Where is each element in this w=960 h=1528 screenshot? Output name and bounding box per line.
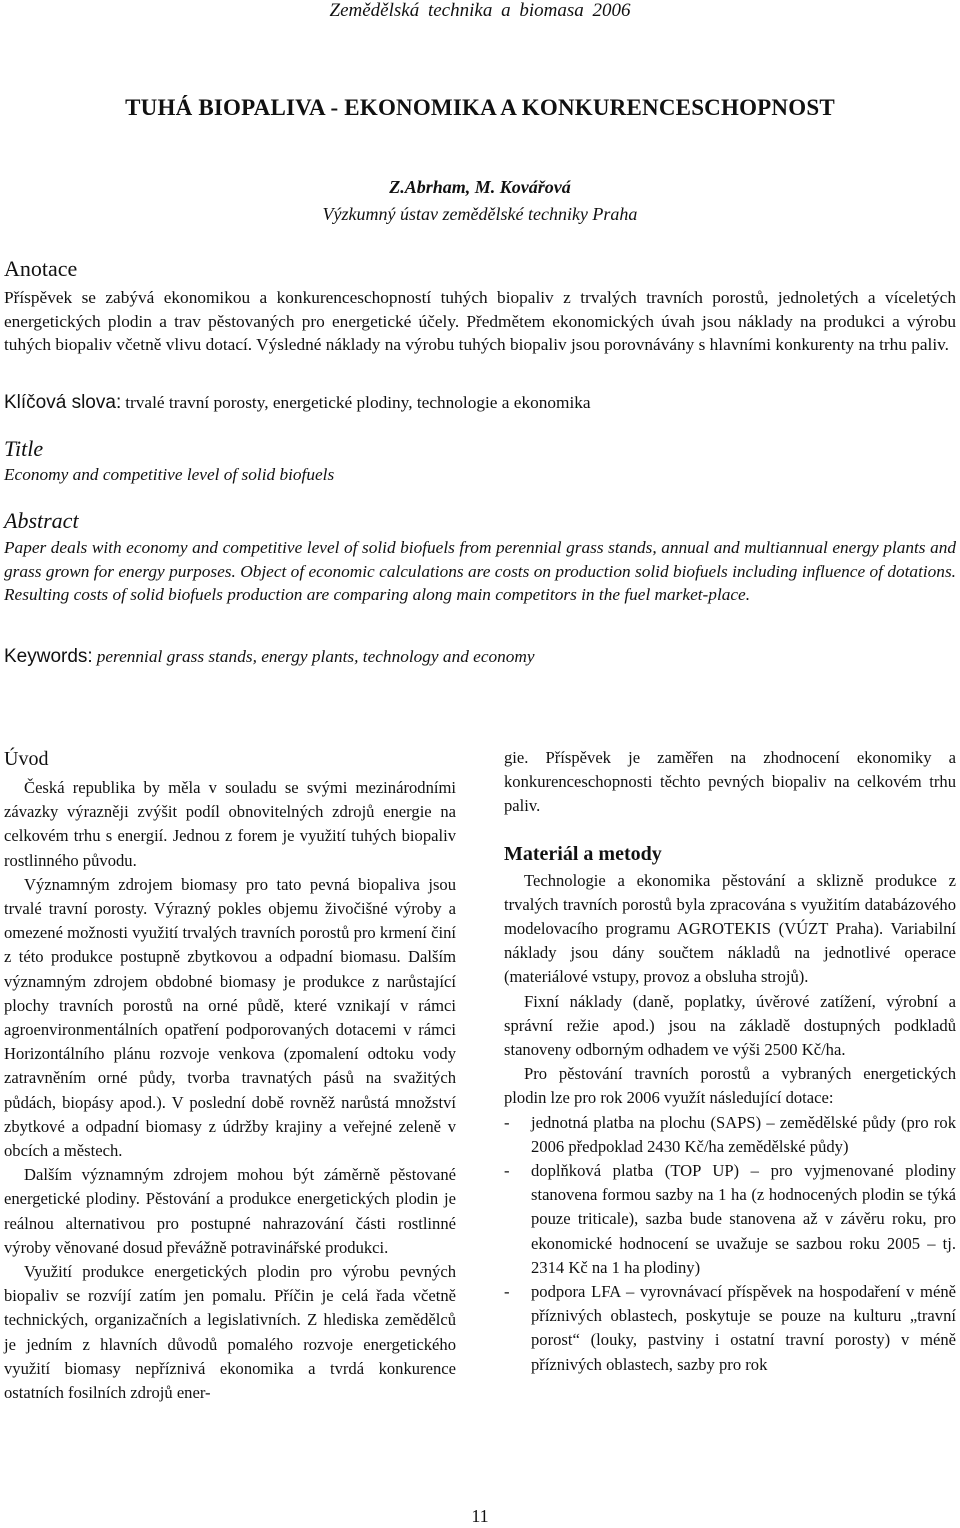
list-dash: - (504, 1112, 510, 1132)
anotace-section (4, 256, 956, 357)
subsidy-list-item (504, 1111, 956, 1159)
list-item-text: jednotná platba na plochu (SAPS) – zemědělské půdy (pro rok 2006 předpoklad 2430 Kč/ha zemědělské půdy) (531, 1112, 956, 1156)
subsidy-list-item (504, 1280, 956, 1377)
list-item-text: podpora LFA – vyrovnávací příspěvek na hospodaření v méně příznivých oblastech, poskytuje se pouze na kulturu „travní porost“ (louky, pastviny i ostatní travní porosty) v méně příznivých oblastech, sazby pro rok (531, 1282, 956, 1374)
affiliation: Výzkumný ústav zemědělské techniky Praha (322, 204, 638, 224)
klicova-slova-text: trvalé travní porosty, energetické plodiny, technologie a ekonomika (125, 393, 591, 412)
uvod-paragraph: Využití produkce energetických plodin pro výrobu pevných biopaliv se rozvíjí zatím jen pomalu. Příčin je celá řada včetně technických, organizačních a legislativních. Z hlediska zemědělců je jedním z hlavních důvodů pomalého rozvoje energetického využití biomasy nepříznivá ekonomika a tvrdá konkurence ostatních fosilních zdrojů ener- (4, 1262, 456, 1403)
left-column (4, 746, 456, 1405)
paper-title: TUHÁ BIOPALIVA - EKONOMIKA A KONKURENCESCHOPNOST (125, 95, 835, 120)
anotace-heading: Anotace (4, 256, 78, 281)
page-number: 11 (471, 1506, 489, 1526)
material-paragraph: Fixní náklady (daně, poplatky, úvěrové zatížení, výrobní a správní režie apod.) jsou na základě dostupných podkladů stanoveny odborným odhadem ve výši 2500 Kč/ha. (504, 991, 956, 1060)
anotace-text: Příspěvek se zabývá ekonomikou a konkurenceschopností tuhých biopaliv z trvalých travních porostů, jednoletých a víceletých energetických plodin a trav pěstovaných pro energetické účely. Předmětem ekonomických úvah jsou náklady na produkci a výrobu tuhých biopaliv včetně vlivu dotací. Výsledné náklady na výrobu tuhých biopaliv jsou porovnávány s hlavními konkurenty na trhu paliv. (4, 288, 956, 354)
uvod-paragraph: Česká republika by měla v souladu se svými mezinárodními závazky výrazněji zvýšit podíl obnovitelných zdrojů energie na celkovém trhu s energií. Jednou z forem je využití tuhých biopaliv rostlinného původu. (4, 778, 456, 870)
running-header: Zemědělská technika a biomasa 2006 (329, 0, 631, 21)
keywords-text: perennial grass stands, energy plants, technology and economy (96, 647, 535, 666)
keywords-label: Keywords: (4, 646, 93, 667)
abstract-section (4, 508, 956, 607)
uvod-heading: Úvod (4, 748, 49, 770)
uvod-paragraph: Významným zdrojem biomasy pro tato pevná biopaliva jsou trvalé travní porosty. Výrazný pokles objemu živočišné výroby a omezené možnosti využití trvalých travních porostů pro krmení činí z této produkce postupně zbytkovou a odpadní biomasu. Dalším významným zdrojem obdobné biomasy je produkce z narůstající plochy travních porostů na orné půdě, které vznikají v rámci agroenvironmentálních opatření podporovaných dotacemi v rámci Horizontálního plánu rozvoje venkova (zpomalení odtoku vody zatravněním orné půdy, tvorba travnatých pásů na svažitých půdách, biopásy apod.). V poslední době rovněž narůstá množství zbytkové a odpadní biomasy z údržby krajiny a veřejné zeleně v obcích a městech. (4, 874, 456, 1161)
right-column (504, 746, 956, 1377)
klicova-slova-label: Klíčová slova: (4, 392, 122, 413)
uvod-continuation: gie. Příspěvek je zaměřen na zhodnocení ekonomiky a konkurenceschopnosti těchto pevných biopaliv na celkovém trhu paliv. (504, 748, 956, 816)
title-en-text: Economy and competitive level of solid biofuels (4, 465, 335, 484)
authors: Z.Abrham, M. Kovářová (389, 177, 571, 197)
klicova-slova (4, 392, 956, 414)
title-en-section (4, 436, 956, 487)
abstract-text: Paper deals with economy and competitive level of solid biofuels from perennial grass stands, annual and multiannual energy plants and grass grown for energy purposes. Object of economic calculations are costs on production solid biofuels including influence of dotations. Resulting costs of solid biofuels production are comparing along main competitors in the fuel market-place. (4, 538, 956, 604)
list-item-text: doplňková platba (TOP UP) – pro vyjmenované plodiny stanovena formou sazby na 1 ha (z hodnocených plodin se týká pouze triticale), sazba bude stanovena až v závěru roku, pro ekonomické hodnocení se uvažuje se sazbou roku 2005 – tj. 2314 Kč na 1 ha plodiny) (531, 1161, 956, 1277)
material-paragraph: Technologie a ekonomika pěstování a sklizně produkce z trvalých travních porostů byla zpracována s využitím databázového modelovacího programu AGROTEKIS (VÚZT Praha). Variabilní náklady jsou dány součtem nákladů na jednotlivé operace (materiálové vstupy, provoz a obsluha strojů). (504, 870, 956, 987)
subsidy-list-item (504, 1159, 956, 1280)
list-dash: - (504, 1161, 510, 1181)
abstract-heading: Abstract (4, 508, 79, 533)
list-dash: - (504, 1282, 510, 1302)
uvod-paragraph: Dalším významným zdrojem mohou být záměrně pěstované energetické plodiny. Pěstování a produkce energetických plodin je reálnou alternativou pro postupné nahrazování části rostlinné výroby věnované dosud převážně potravinářské produkci. (4, 1165, 456, 1257)
keywords (4, 646, 956, 668)
material-paragraph: Pro pěstování travních porostů a vybraných energetických plodin lze pro rok 2006 využít následující dotace: (504, 1064, 956, 1108)
material-heading: Materiál a metody (504, 842, 662, 865)
title-en-heading: Title (4, 436, 44, 461)
